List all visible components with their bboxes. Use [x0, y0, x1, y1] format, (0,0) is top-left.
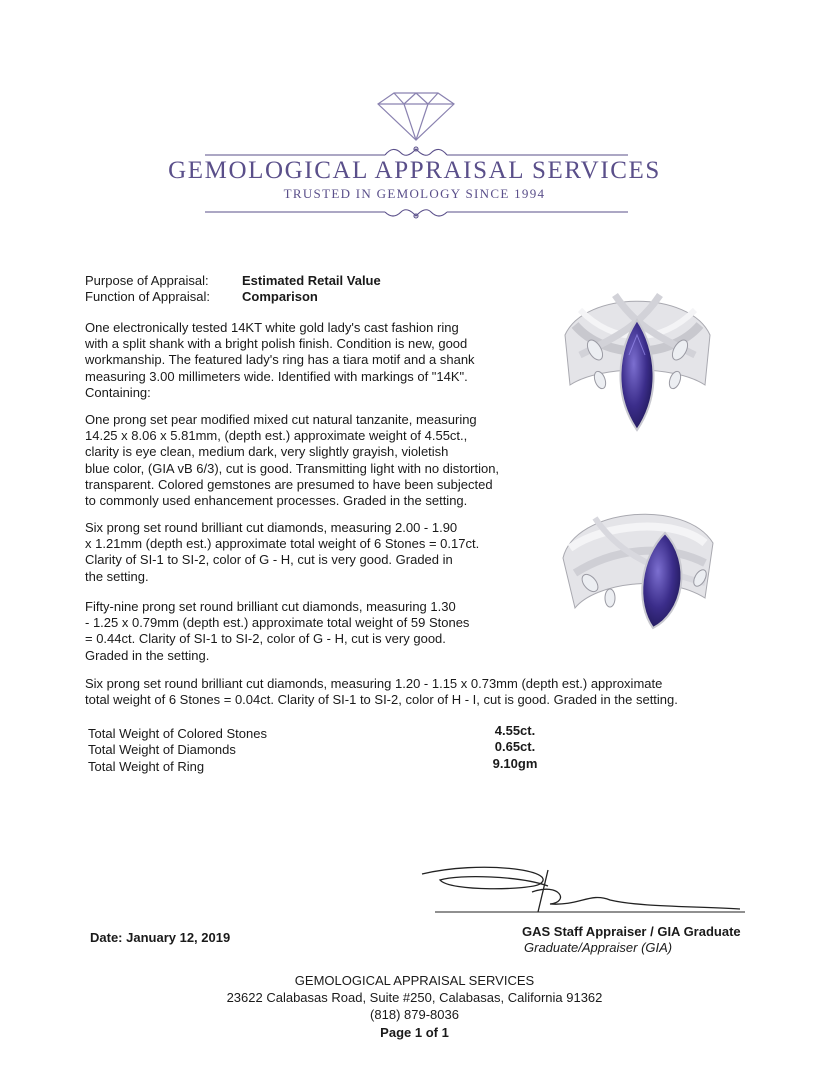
function-value: Comparison [242, 289, 318, 304]
diamonds-description-1 [85, 520, 479, 585]
diamond-icon [378, 93, 454, 140]
ring-photo-front [555, 275, 720, 440]
totals-values [475, 723, 555, 772]
ornament-bottom [205, 210, 628, 218]
tanzanite-description [85, 412, 499, 509]
text-line: with a split shank with a bright polish finish. Condition is new, good [85, 336, 468, 352]
text-line: to commonly used enhancement processes. Graded in the setting. [85, 493, 468, 509]
diamonds-description-2 [85, 599, 469, 664]
appraiser-credential: Graduate/Appraiser (GIA) [524, 940, 673, 955]
text-line: Fifty-nine prong set round brilliant cut diamonds, measuring 1.30 [85, 599, 456, 614]
text-line: = 0.44ct. Clarity of SI-1 to SI-2, color of G - H, cut is very good. [85, 631, 446, 647]
text-line: the setting. [85, 568, 149, 584]
text-line: 14.25 x 8.06 x 5.81mm, (depth est.) approximate weight of 4.55ct., [85, 428, 468, 444]
appraisal-date: Date: January 12, 2019 [90, 930, 231, 945]
signature-mark [420, 862, 750, 922]
text-line: Six prong set round brilliant cut diamonds, measuring 1.20 - 1.15 x 0.73mm (depth est.) approximate [85, 676, 663, 691]
text-line: Six prong set round brilliant cut diamonds, measuring 2.00 - 1.90 [85, 520, 458, 535]
function-row [85, 289, 318, 304]
text-line: measuring 3.00 millimeters wide. Identified with markings of "14K". [85, 368, 468, 384]
purpose-row [85, 273, 381, 288]
ornament-top [205, 147, 628, 155]
ring-photo-angle [555, 488, 720, 643]
company-name: GEMOLOGICAL APPRAISAL SERVICES [168, 157, 661, 184]
logo-graphic [0, 0, 829, 240]
text-line: - 1.25 x 0.79mm (depth est.) approximate total weight of 59 Stones [85, 615, 470, 631]
total-ring-label: Total Weight of Ring [88, 758, 205, 774]
appraiser-title: GAS Staff Appraiser / GIA Graduate [522, 924, 741, 939]
ring-description [85, 320, 475, 401]
totals-labels [88, 726, 267, 775]
footer-company: GEMOLOGICAL APPRAISAL SERVICES [294, 973, 535, 988]
text-line: blue color, (GIA vB 6/3), cut is good. Transmitting light with no distortion, [85, 460, 500, 476]
purpose-value: Estimated Retail Value [242, 273, 381, 288]
text-line: Containing: [85, 384, 151, 400]
text-line: total weight of 6 Stones = 0.04ct. Clarity of SI-1 to SI-2, color of H - I, cut is good. Graded in the setting. [85, 692, 678, 708]
footer-address: 23622 Calabasas Road, Suite #250, Calabasas, California 91362 [226, 990, 603, 1005]
function-label: Function of Appraisal: [85, 289, 211, 304]
text-line: x 1.21mm (depth est.) approximate total weight of 6 Stones = 0.17ct. [85, 536, 480, 552]
total-diamonds-label: Total Weight of Diamonds [88, 742, 236, 758]
purpose-label: Purpose of Appraisal: [85, 273, 209, 288]
text-line: workmanship. The featured lady's ring has a tiara motif and a shank [85, 352, 475, 368]
total-colored-value: 4.55ct. [494, 723, 536, 738]
total-colored-label: Total Weight of Colored Stones [88, 726, 267, 741]
text-line: Clarity of SI-1 to SI-2, color of G - H, cut is very good. Graded in [85, 552, 453, 568]
text-line: Graded in the setting. [85, 647, 210, 663]
page-number: Page 1 of 1 [380, 1025, 449, 1040]
text-line: One electronically tested 14KT white gold lady's cast fashion ring [85, 320, 459, 335]
text-line: One prong set pear modified mixed cut natural tanzanite, measuring [85, 412, 477, 427]
total-ring-value: 9.10gm [492, 755, 538, 771]
company-tagline: TRUSTED IN GEMOLOGY SINCE 1994 [283, 186, 546, 201]
text-line: transparent. Colored gemstones are presumed to have been subjected [85, 476, 493, 492]
diamonds-description-3 [85, 676, 678, 708]
footer-phone: (818) 879-8036 [370, 1007, 459, 1022]
text-line: clarity is eye clean, medium dark, very slightly grayish, violetish [85, 444, 449, 460]
total-diamonds-value: 0.65ct. [494, 739, 536, 755]
